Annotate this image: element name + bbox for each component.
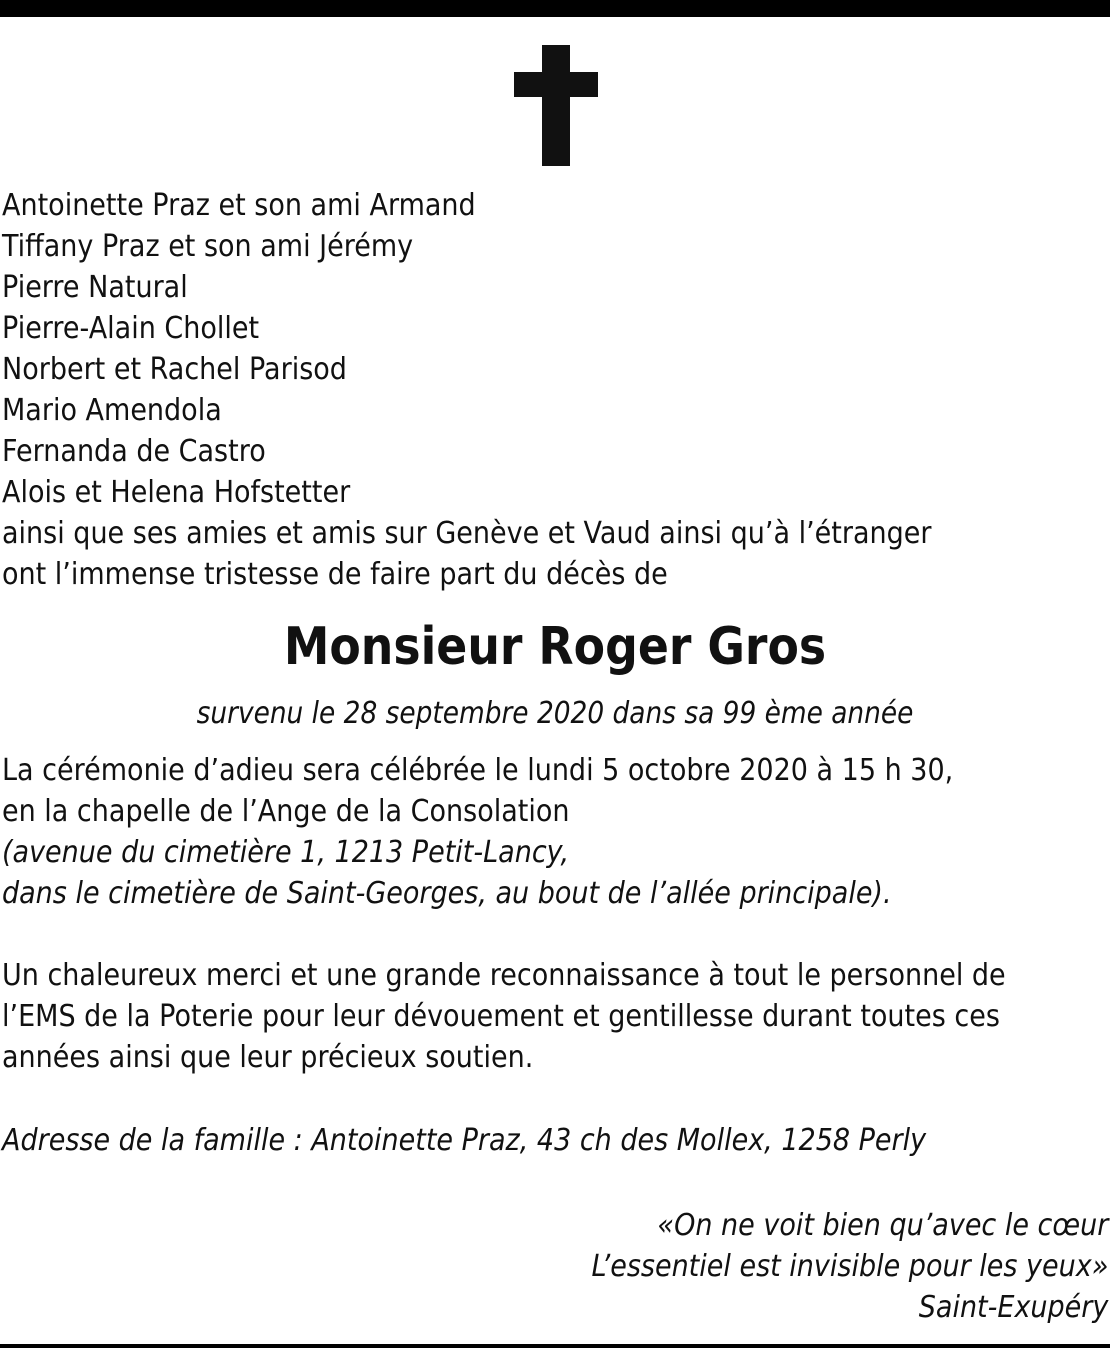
intro-line: ainsi que ses amies et amis sur Genève et Vaud ainsi qu’à l’étranger bbox=[2, 516, 932, 551]
family-name: Pierre-Alain Chollet bbox=[2, 311, 260, 346]
ceremony-details bbox=[2, 750, 1059, 914]
intro-line: ont l’immense tristesse de faire part du décès de bbox=[2, 557, 668, 592]
family-name: Mario Amendola bbox=[2, 393, 222, 428]
family-address bbox=[2, 1120, 1029, 1161]
address-line: Adresse de la famille : Antoinette Praz, 43 ch des Mollex, 1258 Perly bbox=[2, 1123, 927, 1158]
death-date: survenu le 28 septembre 2020 dans sa 99 ème année bbox=[196, 696, 914, 731]
thanks-paragraph bbox=[2, 955, 1110, 1078]
announcement-intro bbox=[2, 513, 1035, 595]
family-name: Tiffany Praz et son ami Jérémy bbox=[2, 229, 414, 264]
ceremony-line: dans le cimetière de Saint-Georges, au bout de l’allée principale). bbox=[2, 876, 892, 911]
ceremony-line: La cérémonie d’adieu sera célébrée le lundi 5 octobre 2020 à 15 h 30, bbox=[2, 753, 954, 788]
family-name: Antoinette Praz et son ami Armand bbox=[2, 188, 476, 223]
family-name: Alois et Helena Hofstetter bbox=[2, 475, 351, 510]
thanks-line: l’EMS de la Poterie pour leur dévouement et gentillesse durant toutes ces bbox=[2, 999, 1000, 1034]
bottom-rule bbox=[0, 1344, 1110, 1348]
cross-icon bbox=[514, 45, 598, 166]
quote-author: Saint-Exupéry bbox=[918, 1290, 1108, 1325]
top-rule bbox=[0, 0, 1110, 17]
quote-line: L’essentiel est invisible pour les yeux» bbox=[591, 1249, 1108, 1284]
thanks-line: Un chaleureux merci et une grande reconnaissance à tout le personnel de bbox=[2, 958, 1006, 993]
family-name: Fernanda de Castro bbox=[2, 434, 266, 469]
family-list bbox=[2, 185, 528, 513]
family-name: Norbert et Rachel Parisod bbox=[2, 352, 347, 387]
thanks-line: années ainsi que leur précieux soutien. bbox=[2, 1040, 534, 1075]
ceremony-line: en la chapelle de l’Ange de la Consolation bbox=[2, 794, 570, 829]
deceased-name: Monsieur Roger Gros bbox=[283, 617, 827, 677]
ceremony-line: (avenue du cimetière 1, 1213 Petit-Lancy, bbox=[2, 835, 570, 870]
quote-line: «On ne voit bien qu’avec le cœur bbox=[657, 1208, 1108, 1243]
quote-block bbox=[534, 1205, 1108, 1328]
family-name: Pierre Natural bbox=[2, 270, 188, 305]
